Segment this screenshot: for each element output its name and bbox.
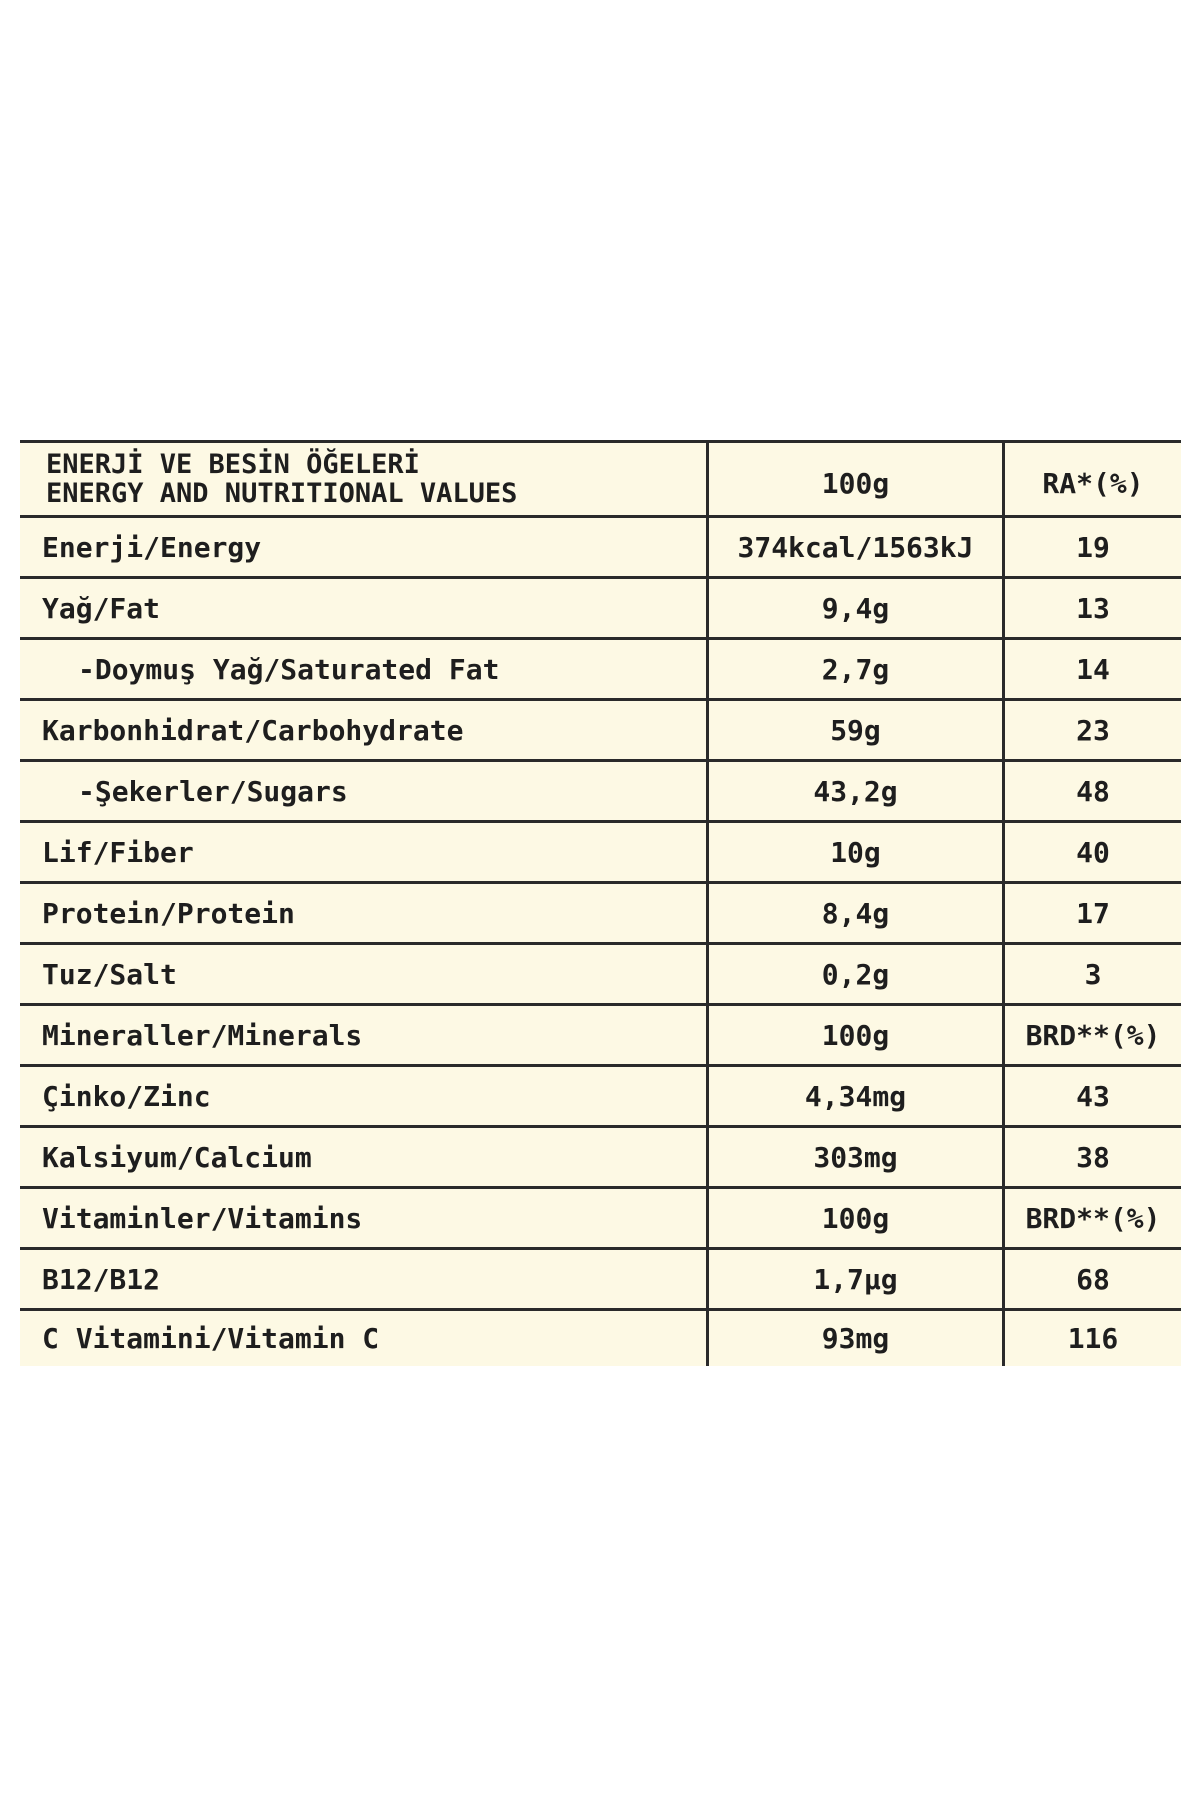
row-amount: 100g — [709, 1006, 1005, 1064]
table-row-zinc — [20, 1067, 1181, 1128]
table-row-fat — [20, 579, 1181, 640]
row-amount: 8,4g — [709, 884, 1005, 942]
row-ref: BRD**(%) — [1025, 1201, 1161, 1235]
row-ref: 14 — [1076, 652, 1110, 686]
table-row-saturated-fat — [20, 640, 1181, 701]
row-label: Mineraller/Minerals — [20, 1006, 709, 1064]
row-amount: 1,7µg — [709, 1250, 1005, 1308]
row-label: Vitaminler/Vitamins — [20, 1189, 709, 1247]
table-row-vitamins — [20, 1189, 1181, 1250]
row-ref: 43 — [1076, 1079, 1110, 1113]
row-ref: 19 — [1076, 530, 1110, 564]
row-amount: 10g — [709, 823, 1005, 881]
row-label: Karbonhidrat/Carbohydrate — [20, 701, 709, 759]
table-row-calcium — [20, 1128, 1181, 1189]
row-amount: 9,4g — [709, 579, 1005, 637]
row-ref: 3 — [1084, 957, 1102, 991]
header-amount-cell: 100g — [709, 443, 1005, 515]
row-label: Protein/Protein — [20, 884, 709, 942]
table-row-energy — [20, 518, 1181, 579]
row-label: -Doymuş Yağ/Saturated Fat — [20, 640, 709, 698]
row-amount: 4,34mg — [709, 1067, 1005, 1125]
row-ref: BRD**(%) — [1025, 1018, 1161, 1052]
header-title-cell — [20, 443, 709, 515]
row-label: Tuz/Salt — [20, 945, 709, 1003]
row-label: Enerji/Energy — [20, 518, 709, 576]
row-ref: 68 — [1076, 1262, 1110, 1296]
header-ref-cell: RA*(%) — [1042, 466, 1144, 500]
row-label: B12/B12 — [20, 1250, 709, 1308]
row-amount: 374kcal/1563kJ — [709, 518, 1005, 576]
row-amount: 2,7g — [709, 640, 1005, 698]
row-label: Yağ/Fat — [20, 579, 709, 637]
row-ref: 48 — [1076, 774, 1110, 808]
table-row-fiber — [20, 823, 1181, 884]
header-title-en: ENERGY AND NUTRITIONAL VALUES — [46, 478, 518, 509]
row-ref: 38 — [1076, 1140, 1110, 1174]
table-row-protein — [20, 884, 1181, 945]
row-label: Çinko/Zinc — [20, 1067, 709, 1125]
nutrition-table — [20, 440, 1181, 1366]
row-ref: 40 — [1076, 835, 1110, 869]
table-row-salt — [20, 945, 1181, 1006]
row-amount: 0,2g — [709, 945, 1005, 1003]
row-amount: 93mg — [709, 1311, 1005, 1366]
table-row-sugars — [20, 762, 1181, 823]
table-row-b12 — [20, 1250, 1181, 1311]
row-amount: 43,2g — [709, 762, 1005, 820]
row-label: -Şekerler/Sugars — [20, 762, 709, 820]
row-ref: 116 — [1067, 1322, 1119, 1355]
table-row-minerals — [20, 1006, 1181, 1067]
row-amount: 100g — [709, 1189, 1005, 1247]
header-title-tr: ENERJİ VE BESİN ÖĞELERİ — [46, 449, 420, 480]
table-row-carbohydrate — [20, 701, 1181, 762]
row-label: C Vitamini/Vitamin C — [20, 1311, 709, 1366]
row-amount: 59g — [709, 701, 1005, 759]
row-ref: 23 — [1076, 713, 1110, 747]
table-header-row — [20, 443, 1181, 518]
row-ref: 13 — [1076, 591, 1110, 625]
row-ref: 17 — [1076, 896, 1110, 930]
table-row-vitamin-c — [20, 1311, 1181, 1366]
row-label: Kalsiyum/Calcium — [20, 1128, 709, 1186]
row-amount: 303mg — [709, 1128, 1005, 1186]
row-label: Lif/Fiber — [20, 823, 709, 881]
